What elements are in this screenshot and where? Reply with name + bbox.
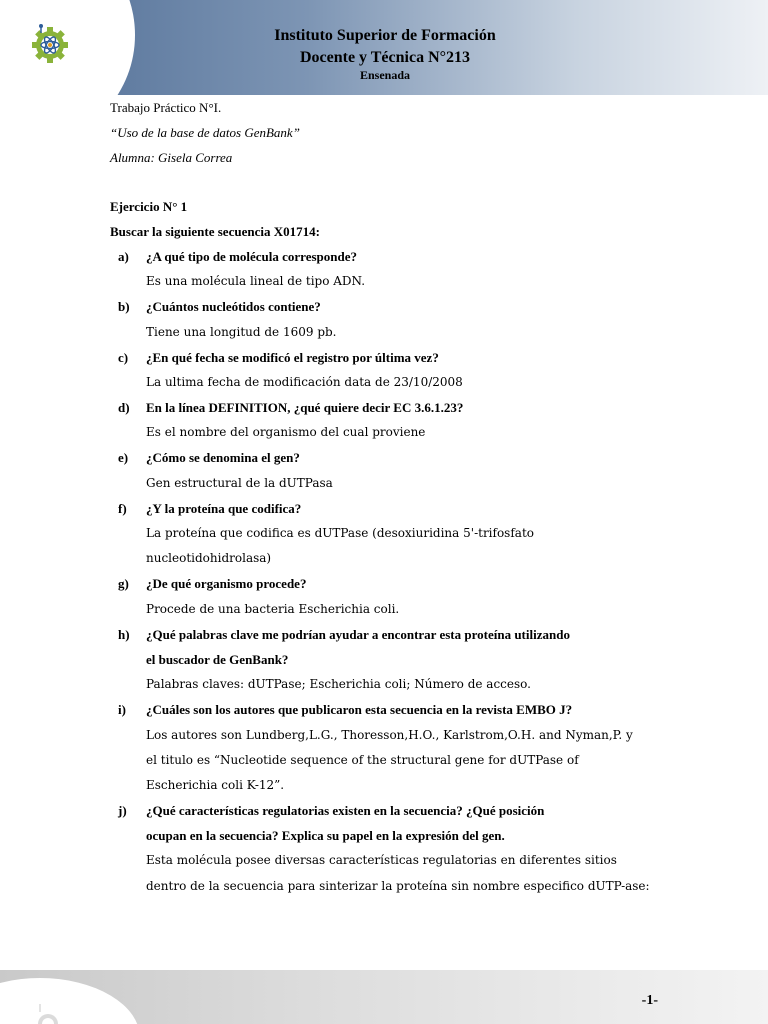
question-item [110, 445, 670, 495]
answer-text: Procede de una bacteria Escherichia coli. [146, 601, 400, 616]
question-letter: i) [118, 702, 126, 718]
question-line: En la línea DEFINITION, ¿qué quiere decir EC 3.6.1.23? [146, 400, 464, 416]
question-item [110, 345, 670, 395]
answer-text: La proteína que codifica es dUTPase (desoxiuridina 5'-trifosfato [146, 526, 534, 540]
question-line: ¿En qué fecha se modificó el registro por última vez? [146, 349, 439, 365]
institute-city: Ensenada [359, 68, 411, 82]
spacer [110, 171, 670, 194]
question-text [110, 445, 670, 470]
question-item [110, 395, 670, 445]
question-letter: h) [118, 626, 130, 642]
answer-text: Es el nombre del organismo del cual proviene [146, 425, 426, 440]
question-text [110, 622, 670, 647]
answer-text: Tiene una longitud de 1609 pb. [146, 324, 337, 339]
question-list [110, 244, 670, 899]
answer-text: el titulo es “Nucleotide sequence of the structural gene for dUTPase of [146, 752, 579, 767]
question-item [110, 294, 670, 344]
question-item [110, 244, 670, 294]
question-line: ¿De qué organismo procede? [146, 576, 307, 592]
answer-text: Escherichia coli K-12”. [146, 777, 285, 792]
question-text [110, 823, 670, 848]
page-header [0, 0, 768, 95]
question-letter: g) [118, 576, 129, 592]
question-letter: a) [118, 248, 129, 264]
question-letter: d) [118, 400, 130, 416]
question-text [110, 647, 670, 672]
answer-text: Gen estructural de la dUTPasa [146, 475, 333, 490]
question-item [110, 622, 670, 698]
question-text [110, 395, 670, 420]
doc-title: Trabajo Práctico N°I. [110, 100, 222, 115]
question-line: ¿Qué características regulatorias existen en la secuencia? ¿Qué posición [146, 803, 545, 819]
question-line: ¿Cuántos nucleótidos contiene? [146, 299, 321, 315]
question-letter: f) [118, 500, 127, 516]
question-letter: e) [118, 450, 129, 466]
question-text [110, 798, 670, 823]
answer-text: Es una molécula lineal de tipo ADN. [146, 274, 366, 289]
footer-ellipse [0, 978, 140, 1024]
institute-name-line1: Instituto Superior de Formación [274, 27, 496, 44]
question-letter: b) [118, 299, 130, 315]
question-text [110, 496, 670, 521]
question-line: ¿Cómo se denomina el gen? [146, 450, 300, 466]
doc-subtitle: “Uso de la base de datos GenBank” [110, 125, 300, 141]
question-text [110, 244, 670, 269]
institute-name-line2: Docente y Técnica N°213 [299, 49, 471, 66]
question-text [110, 697, 670, 722]
question-item [110, 571, 670, 621]
answer-text: nucleotidohidrolasa) [146, 551, 272, 566]
answer-text: La ultima fecha de modificación data de 23/10/2008 [146, 374, 463, 389]
faded-logo-icon [28, 1002, 68, 1024]
question-item [110, 496, 670, 572]
question-item [110, 798, 670, 899]
question-text [110, 571, 670, 596]
question-item [110, 697, 670, 798]
institute-header [220, 25, 550, 81]
document-body [110, 95, 670, 899]
answer-text: Los autores son Lundberg,L.G., Thoresson,H.O., Karlstrom,O.H. and Nyman,P. y [146, 727, 633, 742]
question-line: ¿Cuáles son los autores que publicaron esta secuencia en la revista EMBO J? [146, 702, 573, 718]
question-letter: c) [118, 349, 129, 365]
page-number: -1- [641, 993, 658, 1008]
student-name: Alumna: Gisela Correa [110, 150, 233, 166]
answer-text: Palabras claves: dUTPase; Escherichia coli; Número de acceso. [146, 677, 531, 692]
page-footer [0, 970, 768, 1024]
answer-text: Esta molécula posee diversas características regulatorias en diferentes sitios [146, 853, 617, 868]
question-line: ocupan en la secuencia? Explica su papel en la expresión del gen. [146, 828, 505, 844]
question-line: ¿Qué palabras clave me podrían ayudar a encontrar esta proteína utilizando [146, 626, 570, 642]
exercise-heading: Ejercicio N° 1 [110, 198, 188, 214]
question-line: ¿Y la proteína que codifica? [146, 500, 302, 516]
question-letter: j) [118, 803, 127, 819]
question-line: el buscador de GenBank? [146, 651, 289, 667]
exercise-intro: Buscar la siguiente secuencia X01714: [110, 223, 320, 239]
question-text [110, 294, 670, 319]
gear-atom-logo-icon [27, 23, 73, 63]
question-line: ¿A qué tipo de molécula corresponde? [146, 248, 358, 264]
answer-text: dentro de la secuencia para sinterizar la proteína sin nombre especifico dUTP-ase: [146, 878, 650, 893]
question-text [110, 345, 670, 370]
